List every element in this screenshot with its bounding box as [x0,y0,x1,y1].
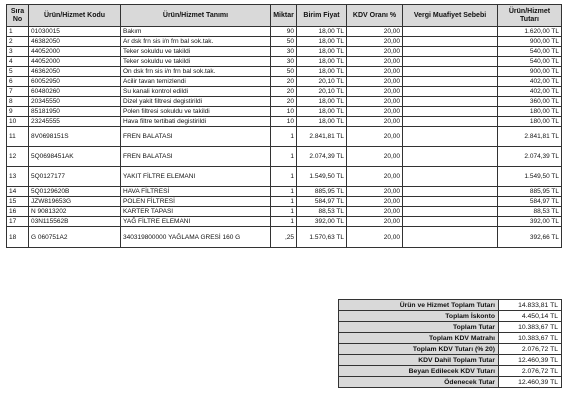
cell-miktar: 1 [271,207,297,217]
cell-kod: 44052000 [29,47,121,57]
cell-tutar: 2.841,81 TL [498,127,562,147]
totals-row [339,333,562,344]
cell-kod: N 90813202 [29,207,121,217]
table-row [7,47,562,57]
totals-row [339,322,562,333]
cell-fiyat: 18,00 TL [297,67,347,77]
cell-sira: 14 [7,187,29,197]
table-header-row [7,5,562,27]
totals-row [339,300,562,311]
cell-kdv: 20,00 [347,57,403,67]
header-kod: Ürün/Hizmet Kodu [29,5,121,27]
cell-fiyat: 20,10 TL [297,87,347,97]
cell-tanim: POLEN FİLTRESİ [121,197,271,207]
cell-kod: JZW819653G [29,197,121,207]
totals-label: Toplam İskonto [339,311,499,322]
cell-kdv: 20,00 [347,187,403,197]
cell-kdv: 20,00 [347,47,403,57]
cell-muafiyet [403,167,498,187]
cell-miktar: 1 [271,167,297,187]
cell-sira: 6 [7,77,29,87]
cell-kdv: 20,00 [347,197,403,207]
cell-tutar: 402,00 TL [498,87,562,97]
cell-tanim: FREN BALATASI [121,147,271,167]
cell-tutar: 180,00 TL [498,107,562,117]
cell-tutar: 1.549,50 TL [498,167,562,187]
cell-fiyat: 20,10 TL [297,77,347,87]
cell-kod: G 060751A2 [29,227,121,248]
cell-kdv: 20,00 [347,227,403,248]
cell-tanim: Hava filtre tertibati degistirildi [121,117,271,127]
totals-value: 14.833,81 TL [499,300,562,311]
cell-muafiyet [403,77,498,87]
totals-value: 10.383,67 TL [499,322,562,333]
cell-sira: 5 [7,67,29,77]
totals-label: Ödenecek Tutar [339,377,499,388]
cell-muafiyet [403,197,498,207]
cell-fiyat: 2.074,39 TL [297,147,347,167]
cell-tutar: 180,00 TL [498,117,562,127]
header-tutar: Ürün/Hizmet Tutarı [498,5,562,27]
cell-kod: 23245555 [29,117,121,127]
totals-row [339,377,562,388]
cell-tanim: On dsk frn sis i/n frn bal sok.tak. [121,67,271,77]
totals-value: 12.460,39 TL [499,355,562,366]
cell-sira: 1 [7,27,29,37]
cell-fiyat: 392,00 TL [297,217,347,227]
cell-muafiyet [403,37,498,47]
cell-sira: 2 [7,37,29,47]
cell-tutar: 392,66 TL [498,227,562,248]
table-row [7,187,562,197]
cell-kod: 20345550 [29,97,121,107]
table-row [7,167,562,187]
cell-muafiyet [403,67,498,77]
cell-sira: 18 [7,227,29,248]
cell-kod: 44052000 [29,57,121,67]
cell-tutar: 584,97 TL [498,197,562,207]
totals-label: Ürün ve Hizmet Toplam Tutarı [339,300,499,311]
cell-fiyat: 88,53 TL [297,207,347,217]
cell-tutar: 540,00 TL [498,57,562,67]
totals-label: Toplam KDV Matrahı [339,333,499,344]
cell-fiyat: 1.570,63 TL [297,227,347,248]
cell-miktar: 10 [271,117,297,127]
cell-tanim: HAVA FİLTRESİ [121,187,271,197]
totals-value: 2.076,72 TL [499,344,562,355]
cell-miktar: 1 [271,147,297,167]
cell-kdv: 20,00 [347,207,403,217]
table-row [7,197,562,207]
cell-tanim: Teker sokuldu ve takildi [121,57,271,67]
cell-tanim: FREN BALATASI [121,127,271,147]
cell-muafiyet [403,27,498,37]
cell-kod: 46382050 [29,37,121,47]
table-row [7,77,562,87]
cell-muafiyet [403,147,498,167]
cell-kdv: 20,00 [347,167,403,187]
cell-kod: 8V0698151S [29,127,121,147]
cell-tutar: 2.074,39 TL [498,147,562,167]
cell-miktar: 20 [271,77,297,87]
cell-tanim: Su kanali kontrol edildi [121,87,271,97]
cell-sira: 8 [7,97,29,107]
cell-miktar: 30 [271,57,297,67]
table-row [7,147,562,167]
cell-tanim: Dizel yakit filtresi degistirildi [121,97,271,107]
cell-tutar: 1.620,00 TL [498,27,562,37]
cell-tutar: 900,00 TL [498,37,562,47]
cell-kdv: 20,00 [347,77,403,87]
table-row [7,117,562,127]
cell-kdv: 20,00 [347,127,403,147]
cell-kod: 46362050 [29,67,121,77]
cell-fiyat: 18,00 TL [297,97,347,107]
header-miktar: Miktar [271,5,297,27]
cell-muafiyet [403,97,498,107]
cell-kdv: 20,00 [347,147,403,167]
totals-row [339,355,562,366]
cell-kod: 5Q0129620B [29,187,121,197]
header-sira: Sıra No [7,5,29,27]
totals-row [339,311,562,322]
header-muafiyet: Vergi Muafiyet Sebebi [403,5,498,27]
cell-muafiyet [403,127,498,147]
table-row [7,227,562,248]
cell-tanim: Polen filtresi sokuldu ve takildi [121,107,271,117]
table-row [7,207,562,217]
cell-sira: 10 [7,117,29,127]
cell-miktar: 20 [271,87,297,97]
cell-miktar: 30 [271,47,297,57]
cell-muafiyet [403,217,498,227]
cell-muafiyet [403,57,498,67]
table-row [7,87,562,97]
cell-kod: 85181950 [29,107,121,117]
cell-tanim: 340319800000 YAĞLAMA GRESİ 160 G [121,227,271,248]
totals-label: KDV Dahil Toplam Tutar [339,355,499,366]
totals-value: 10.383,67 TL [499,333,562,344]
table-row [7,217,562,227]
totals-label: Beyan Edilecek KDV Tutarı [339,366,499,377]
table-row [7,97,562,107]
cell-fiyat: 2.841,81 TL [297,127,347,147]
cell-fiyat: 18,00 TL [297,117,347,127]
cell-kdv: 20,00 [347,87,403,97]
cell-kod: 60480260 [29,87,121,97]
table-row [7,57,562,67]
totals-label: Toplam KDV Tutarı (% 20) [339,344,499,355]
cell-kdv: 20,00 [347,37,403,47]
cell-sira: 4 [7,57,29,67]
cell-muafiyet [403,87,498,97]
table-row [7,37,562,47]
cell-kdv: 20,00 [347,27,403,37]
cell-muafiyet [403,207,498,217]
cell-fiyat: 18,00 TL [297,47,347,57]
totals-label: Toplam Tutar [339,322,499,333]
cell-muafiyet [403,107,498,117]
cell-kdv: 20,00 [347,117,403,127]
cell-miktar: 1 [271,127,297,147]
cell-sira: 17 [7,217,29,227]
cell-tutar: 885,95 TL [498,187,562,197]
cell-kod: 60052950 [29,77,121,87]
cell-kdv: 20,00 [347,107,403,117]
cell-sira: 16 [7,207,29,217]
cell-kod: 03N115562B [29,217,121,227]
cell-kdv: 20,00 [347,67,403,77]
cell-muafiyet [403,227,498,248]
cell-sira: 12 [7,147,29,167]
cell-kod: 5Q0127177 [29,167,121,187]
cell-miktar: 90 [271,27,297,37]
table-row [7,27,562,37]
table-row [7,67,562,77]
cell-fiyat: 18,00 TL [297,107,347,117]
table-row [7,127,562,147]
totals-row [339,366,562,377]
cell-sira: 7 [7,87,29,97]
cell-tutar: 402,00 TL [498,77,562,87]
header-fiyat: Birim Fiyat [297,5,347,27]
totals-value: 12.460,39 TL [499,377,562,388]
totals-value: 4.450,14 TL [499,311,562,322]
cell-tanim: YAKIT FİLTRE ELEMANI [121,167,271,187]
totals-value: 2.076,72 TL [499,366,562,377]
cell-fiyat: 18,00 TL [297,37,347,47]
cell-kod: 5Q0698451AK [29,147,121,167]
cell-muafiyet [403,187,498,197]
cell-miktar: 1 [271,187,297,197]
cell-sira: 9 [7,107,29,117]
cell-miktar: 20 [271,97,297,107]
totals-row [339,344,562,355]
cell-miktar: 1 [271,197,297,207]
cell-fiyat: 584,97 TL [297,197,347,207]
cell-tutar: 900,00 TL [498,67,562,77]
header-kdv: KDV Oranı % [347,5,403,27]
cell-tanim: Acilir tavan temizlendi [121,77,271,87]
cell-fiyat: 885,95 TL [297,187,347,197]
cell-sira: 15 [7,197,29,207]
cell-fiyat: 18,00 TL [297,57,347,67]
header-tanim: Ürün/Hizmet Tanımı [121,5,271,27]
cell-miktar: ,25 [271,227,297,248]
cell-tanim: YAĞ FİLTRE ELEMANI [121,217,271,227]
cell-tutar: 360,00 TL [498,97,562,107]
cell-tutar: 540,00 TL [498,47,562,57]
cell-kdv: 20,00 [347,97,403,107]
cell-muafiyet [403,117,498,127]
cell-miktar: 50 [271,37,297,47]
cell-tanim: KARTER TAPASI [121,207,271,217]
cell-tanim: Ar dsk frn sis i/n frn bal sok.tak. [121,37,271,47]
cell-kod: 01030015 [29,27,121,37]
cell-sira: 13 [7,167,29,187]
cell-kdv: 20,00 [347,217,403,227]
totals-table [338,299,562,388]
cell-miktar: 1 [271,217,297,227]
cell-sira: 11 [7,127,29,147]
cell-muafiyet [403,47,498,57]
cell-fiyat: 1.549,50 TL [297,167,347,187]
cell-tanim: Bakım [121,27,271,37]
cell-tanim: Teker sokuldu ve takildi [121,47,271,57]
cell-tutar: 88,53 TL [498,207,562,217]
cell-fiyat: 18,00 TL [297,27,347,37]
cell-sira: 3 [7,47,29,57]
invoice-items-table [6,4,562,248]
cell-miktar: 10 [271,107,297,117]
cell-tutar: 392,00 TL [498,217,562,227]
table-row [7,107,562,117]
cell-miktar: 50 [271,67,297,77]
